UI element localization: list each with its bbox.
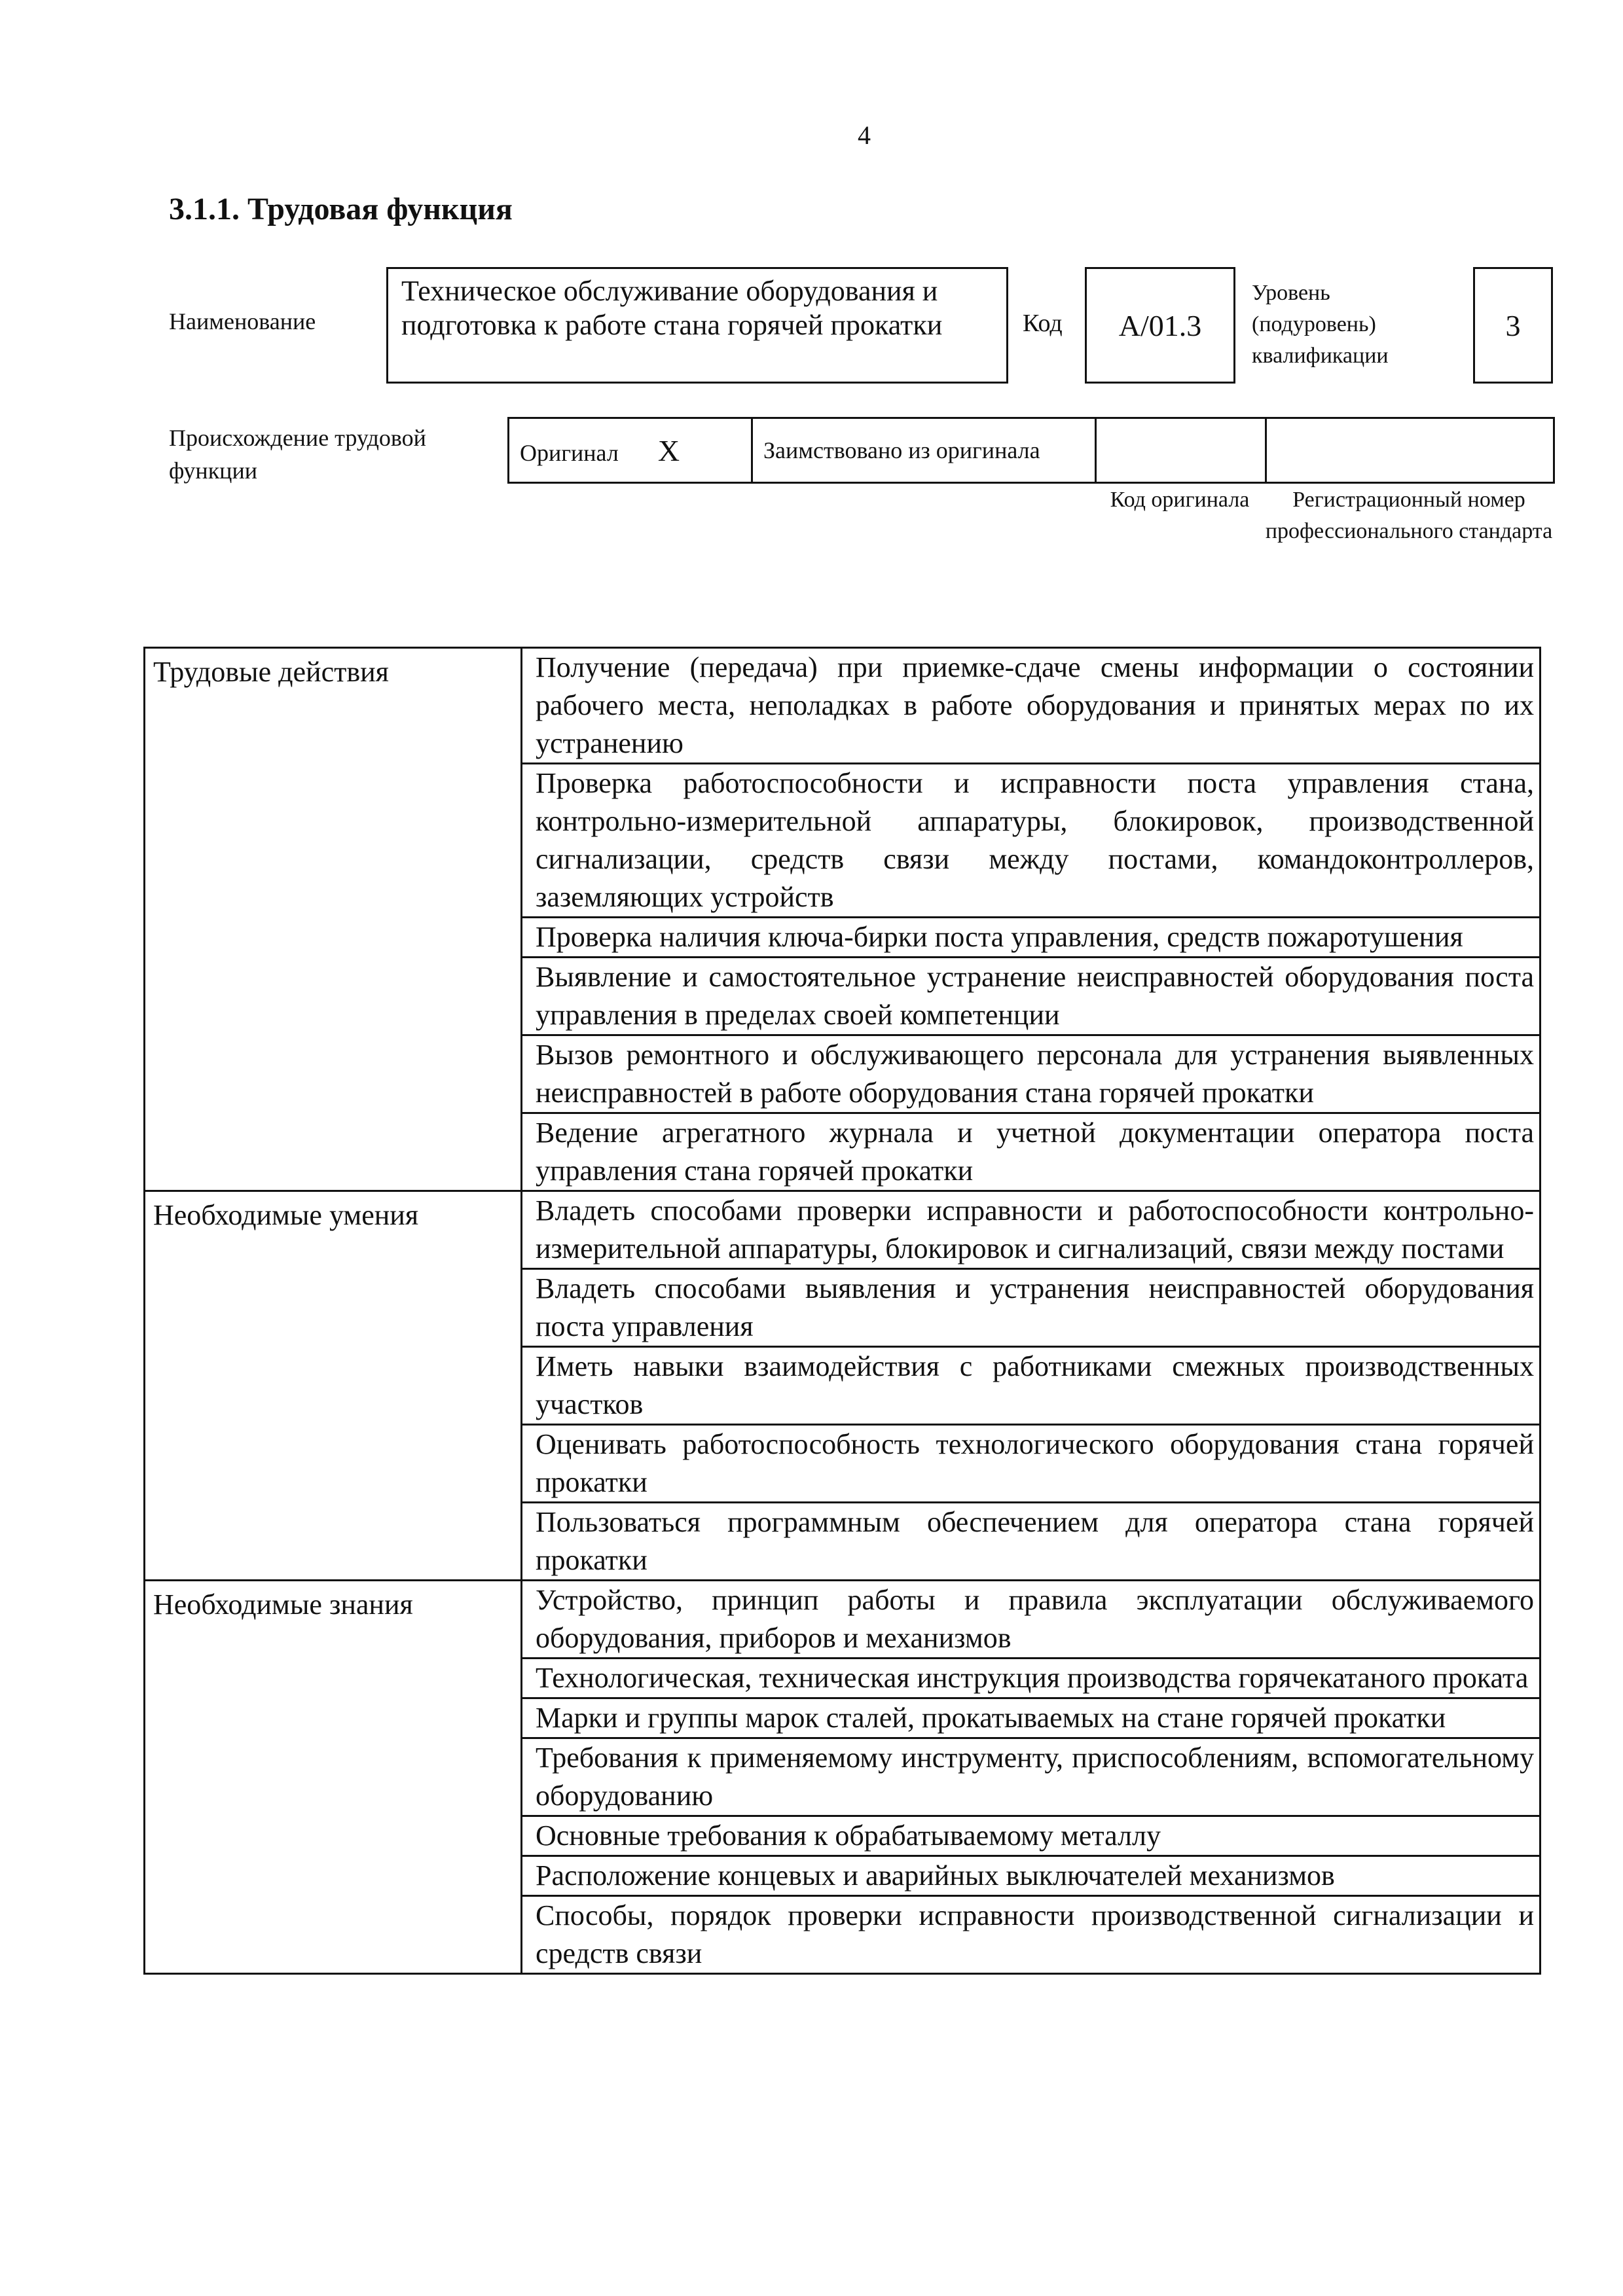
- page-number: 4: [858, 120, 871, 150]
- section-item: Проверка работоспособности и исправности поста управления стана, контрольно-измерительной аппаратуры, блокировок, производственной сигнализации, средств связи между постами, командоконтроллеров, заземляющих устройств: [522, 764, 1541, 918]
- code-box: А/01.3: [1085, 267, 1235, 384]
- origin-mark: X: [657, 433, 680, 467]
- section-title: Необходимые умения: [145, 1191, 522, 1581]
- section-item: Технологическая, техническая инструкция производства горячекатаного проката: [522, 1659, 1541, 1698]
- qualification-level-box: 3: [1473, 267, 1553, 384]
- section-item: Расположение концевых и аварийных выключателей механизмов: [522, 1856, 1541, 1896]
- function-name-box: Техническое обслуживание оборудования и подготовка к работе стана горячей прокатки: [386, 267, 1008, 384]
- section-item: Получение (передача) при приемке-сдаче смены информации о состоянии рабочего места, неполадках в работе оборудования и принятых мерах по их устранению: [522, 648, 1541, 764]
- section-item: Способы, порядок проверки исправности производственной сигнализации и средств связи: [522, 1896, 1541, 1974]
- code-label: Код: [1023, 310, 1063, 337]
- origin-table: [507, 417, 1555, 484]
- section-title: Необходимые знания: [145, 1581, 522, 1974]
- original-code-caption: Код оригинала: [1110, 488, 1250, 512]
- labor-function-table: [143, 647, 1541, 1975]
- section-item: Иметь навыки взаимодействия с работниками смежных производственных участков: [522, 1347, 1541, 1425]
- table-row: [145, 1191, 1541, 1269]
- registration-number-cell: [1266, 418, 1554, 483]
- section-title: Трудовые действия: [145, 648, 522, 1191]
- section-item: Требования к применяемому инструменту, приспособлениям, вспомогательному оборудованию: [522, 1738, 1541, 1816]
- registration-number-caption: Регистрационный номер профессионального стандарта: [1265, 488, 1553, 543]
- section-item: Пользоваться программным обеспечением для оператора стана горячей прокатки: [522, 1503, 1541, 1581]
- origin-original-cell: [509, 418, 752, 483]
- origin-borrowed-cell: [752, 418, 1096, 483]
- section-item: Устройство, принцип работы и правила эксплуатации обслуживаемого оборудования, приборов и механизмов: [522, 1581, 1541, 1659]
- origin-original-label: Оригинал: [520, 439, 619, 466]
- section-item: Оценивать работоспособность технологического оборудования стана горячей прокатки: [522, 1425, 1541, 1503]
- table-row: [145, 648, 1541, 764]
- section-item: Владеть способами выявления и устранения неисправностей оборудования поста управления: [522, 1269, 1541, 1347]
- section-item: Выявление и самостоятельное устранение неисправностей оборудования поста управления в пределах своей компетенции: [522, 958, 1541, 1035]
- section-heading: 3.1.1. Трудовая функция: [169, 192, 513, 226]
- table-row: [145, 1581, 1541, 1659]
- section-item: Ведение агрегатного журнала и учетной документации оператора поста управления стана горячей прокатки: [522, 1113, 1541, 1191]
- name-label: Наименование: [169, 308, 316, 334]
- section-item: Проверка наличия ключа-бирки поста управления, средств пожаротушения: [522, 918, 1541, 958]
- qualification-level-label: Уровень (подуровень) квалификации: [1252, 281, 1389, 368]
- section-item: Вызов ремонтного и обслуживающего персонала для устранения выявленных неисправностей в работе оборудования стана горячей прокатки: [522, 1035, 1541, 1113]
- original-code-cell: [1096, 418, 1266, 483]
- section-item: Основные требования к обрабатываемому металлу: [522, 1816, 1541, 1856]
- origin-label: Происхождение трудовой функции: [169, 425, 426, 484]
- origin-borrowed-label: Заимствовано из оригинала: [763, 437, 1040, 463]
- section-item: Марки и группы марок сталей, прокатываемых на стане горячей прокатки: [522, 1698, 1541, 1738]
- section-item: Владеть способами проверки исправности и работоспособности контрольно-измерительной аппаратуры, блокировок и сигнализаций, связи между постами: [522, 1191, 1541, 1269]
